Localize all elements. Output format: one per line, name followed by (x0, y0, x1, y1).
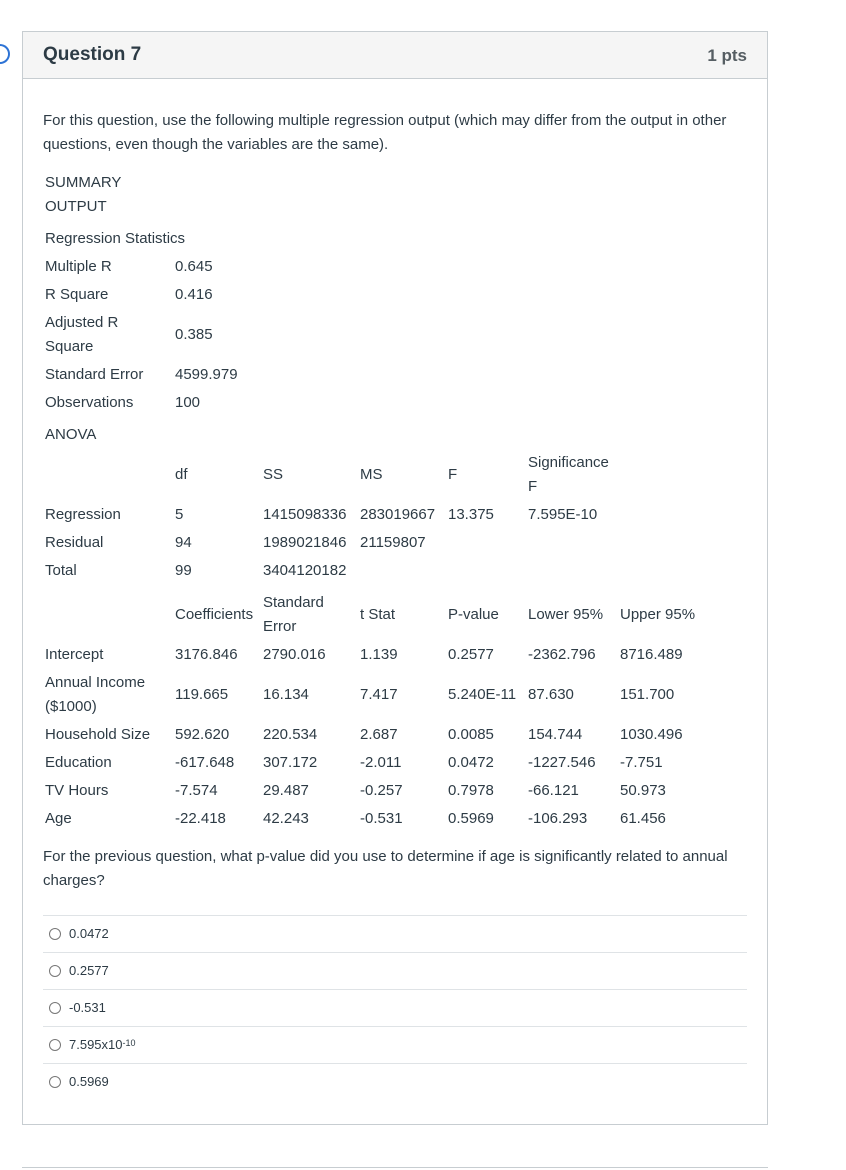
anova-header-df: df (175, 466, 188, 483)
anova-header-ms: MS (360, 466, 383, 483)
stat-label-standard-error: Standard Error (45, 366, 144, 383)
coef-cell-standard-error: 307.172 (263, 754, 318, 771)
radio-button[interactable] (49, 965, 61, 977)
coef-header-upper-95: Upper 95% (620, 606, 696, 623)
coef-row-label: Intercept (45, 646, 104, 663)
question-card (22, 31, 768, 1125)
stat-value-observations: 100 (175, 394, 201, 411)
question-intro: For this question, use the following multiple regression output (which may differ from the output in other questions, even though the variables are the same). (43, 112, 727, 153)
summary-heading-line2: OUTPUT (45, 198, 107, 215)
coef-cell-t-stat: -0.257 (360, 782, 403, 799)
anova-heading: ANOVA (45, 426, 97, 443)
answer-option[interactable] (43, 952, 747, 989)
question-header (23, 32, 767, 79)
coef-cell-p-value: 0.7978 (448, 782, 494, 799)
coef-cell-coefficient: 3176.846 (175, 646, 238, 663)
coef-cell-lower-95: -66.121 (528, 782, 579, 799)
radio-button[interactable] (49, 1039, 61, 1051)
answer-option[interactable] (43, 1063, 747, 1100)
stat-value-multiple-r: 0.645 (175, 258, 213, 275)
anova-row-label: Regression (45, 506, 121, 523)
stat-value-standard-error: 4599.979 (175, 366, 238, 383)
answer-label[interactable]: 0.2577 (69, 963, 109, 978)
coef-cell-coefficient: 592.620 (175, 726, 230, 743)
coef-header-lower-95: Lower 95% (528, 606, 604, 623)
answer-option[interactable] (43, 915, 747, 952)
coef-cell-upper-95: 61.456 (620, 810, 666, 827)
coef-cell-coefficient: -22.418 (175, 810, 226, 827)
coef-header-p-value: P-value (448, 606, 499, 623)
answer-label[interactable]: 0.0472 (69, 926, 109, 941)
coef-row-label-line2: ($1000) (45, 698, 97, 715)
stat-label-multiple-r: Multiple R (45, 258, 112, 275)
coef-row-label: Household Size (45, 726, 151, 743)
radio-button[interactable] (49, 928, 61, 940)
stat-label-adjusted-r: Adjusted R (45, 314, 119, 331)
coef-cell-lower-95: 154.744 (528, 726, 583, 743)
coef-cell-p-value: 0.2577 (448, 646, 494, 663)
anova-cell-ss: 3404120182 (263, 562, 347, 579)
anova-row-label: Residual (45, 534, 104, 551)
coef-cell-lower-95: -2362.796 (528, 646, 596, 663)
coef-row-label: TV Hours (45, 782, 109, 799)
coef-cell-upper-95: 1030.496 (620, 726, 683, 743)
stat-value-adjusted-r: 0.385 (175, 326, 213, 343)
coef-cell-lower-95: -106.293 (528, 810, 588, 827)
answer-label[interactable]: 7.595x10 (69, 1037, 123, 1052)
anova-cell-significance: 7.595E-10 (528, 506, 598, 523)
radio-button[interactable] (49, 1002, 61, 1014)
coef-cell-upper-95: 151.700 (620, 686, 675, 703)
coef-cell-standard-error: 42.243 (263, 810, 309, 827)
anova-cell-df: 99 (175, 562, 192, 579)
coef-cell-standard-error: 16.134 (263, 686, 309, 703)
anova-cell-df: 5 (175, 506, 184, 523)
anova-header-significance-f: F (528, 478, 538, 495)
coef-cell-t-stat: -0.531 (360, 810, 403, 827)
coef-cell-coefficient: -617.648 (175, 754, 235, 771)
coef-row-label: Education (45, 754, 112, 771)
coef-cell-upper-95: 8716.489 (620, 646, 683, 663)
anova-cell-ms: 21159807 (360, 534, 426, 551)
coef-header-coefficients: Coefficients (175, 606, 254, 623)
question-flag-marker[interactable] (0, 44, 10, 64)
coef-header-standard: Standard (263, 594, 324, 611)
coef-cell-t-stat: 1.139 (360, 646, 398, 663)
coef-cell-p-value: 5.240E-11 (448, 686, 517, 703)
answer-option[interactable] (43, 1026, 747, 1063)
anova-header-significance: Significance (528, 454, 609, 471)
coef-cell-lower-95: 87.630 (528, 686, 574, 703)
coef-cell-lower-95: -1227.546 (528, 754, 596, 771)
answer-option[interactable] (43, 989, 747, 1026)
coef-cell-p-value: 0.0472 (448, 754, 494, 771)
coef-cell-upper-95: 50.973 (620, 782, 666, 799)
regression-statistics-heading: Regression Statistics (45, 230, 186, 247)
coef-cell-standard-error: 29.487 (263, 782, 309, 799)
coef-header-t-stat: t Stat (360, 606, 396, 623)
stat-value-r-square: 0.416 (175, 286, 213, 303)
anova-header-f: F (448, 466, 458, 483)
radio-button[interactable] (49, 1076, 61, 1088)
question-prompt: For the previous question, what p-value did you use to determine if age is significantly related to annual charges? (43, 848, 728, 889)
coef-row-label: Age (45, 810, 72, 827)
question-points: 1 pts (707, 46, 747, 65)
stat-label-adjusted-r-line2: Square (45, 338, 94, 355)
anova-cell-ss: 1989021846 (263, 534, 347, 551)
anova-row-label: Total (45, 562, 77, 579)
coef-cell-t-stat: 2.687 (360, 726, 398, 743)
coef-row-label: Annual Income (45, 674, 146, 691)
coef-cell-standard-error: 220.534 (263, 726, 318, 743)
coef-cell-t-stat: 7.417 (360, 686, 398, 703)
coef-cell-standard-error: 2790.016 (263, 646, 326, 663)
answer-list (43, 915, 747, 1100)
question-title: Question 7 (43, 44, 142, 65)
answer-exponent: -10 (122, 1038, 136, 1048)
bottom-divider (22, 1167, 768, 1168)
summary-heading-line1: SUMMARY (45, 174, 122, 191)
coef-cell-p-value: 0.5969 (448, 810, 494, 827)
coef-header-error: Error (263, 618, 297, 635)
anova-cell-ss: 1415098336 (263, 506, 347, 523)
coef-cell-p-value: 0.0085 (448, 726, 494, 743)
anova-header-ss: SS (263, 466, 284, 483)
coef-cell-coefficient: -7.574 (175, 782, 218, 799)
coef-cell-upper-95: -7.751 (620, 754, 663, 771)
coef-cell-coefficient: 119.665 (175, 686, 229, 703)
anova-cell-ms: 283019667 (360, 506, 436, 523)
coef-cell-t-stat: -2.011 (360, 754, 402, 771)
answer-label[interactable]: -0.531 (69, 1000, 106, 1015)
anova-cell-df: 94 (175, 534, 192, 551)
stat-label-r-square: R Square (45, 286, 109, 303)
answer-label[interactable]: 0.5969 (69, 1074, 109, 1089)
anova-cell-f: 13.375 (448, 506, 494, 523)
stat-label-observations: Observations (45, 394, 134, 411)
